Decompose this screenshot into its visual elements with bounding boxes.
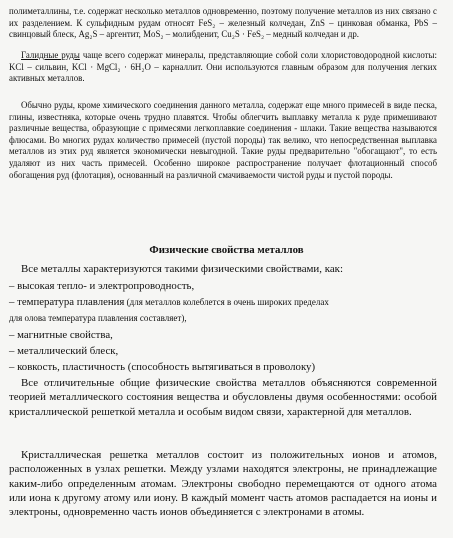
list-item-continuation	[9, 310, 439, 326]
ore-impurities-text: Обычно руды, кроме химического соединения данного металла, содержат еще много примесей в виде песка, глины, известняка, которые очень трудно плавятся. Чтобы облегчить выплавку металла к руде примешивают различные вещества, образующие с примесями легкоплавкие соединения - шлаки. Такие вещества называются флюсами. Во многих рудах количество примесей (пустой породы) так велико, что непосредственная выплавка металлов из этих руд является экономически невыгодной. Такие руды предварительно "обогащают", то есть удаляют из них часть примесей. Особенно широкое распространение получает флотационный способ обогащения руд (флотация), основанный на различной смачиваемости чистой руды и пустой породы.	[9, 100, 437, 180]
section-heading: Физические свойства металлов	[149, 244, 304, 256]
list-item	[9, 294, 439, 310]
crystal-lattice-paragraph	[9, 448, 437, 519]
halide-ores-term: Галидные руды	[21, 50, 80, 60]
properties-list	[9, 278, 439, 375]
list-intro-text: Все металлы характеризуются такими физическими свойствами, как:	[21, 263, 343, 275]
list-item-note: (для металлов колеблется в очень широких пределах	[124, 297, 329, 308]
list-item-text: – температура плавления	[9, 296, 125, 309]
list-item: – высокая тепло- и электропроводность,	[9, 280, 195, 292]
theory-text: Все отличительные общие физические свойства металлов объясняются современной теорией металлического состояния вещества и обусловлены двумя особенностями: особой кристаллической решеткой металла и особым видом связи, характерной для металлов.	[9, 377, 437, 418]
list-item: – металлический блеск,	[9, 344, 119, 357]
list-intro	[9, 262, 437, 276]
ore-impurities-paragraph	[9, 100, 437, 181]
list-item-note: для олова температура плавления составляет),	[9, 313, 187, 324]
halide-ores-paragraph	[9, 50, 437, 85]
halide-ores-text: чаще всего содержат минералы, представляющие собой соли хлористоводородной кислоты: KCl – сильвин, KCl · MgCl₂ · 6H₂O – карналлит. Они используются главным образом для получения легких активных металлов.	[9, 50, 437, 84]
sulfide-ores-paragraph: полиметаллины, т.е. содержат несколько металлов одновременно, поэтому получение металлов из них связано с их разделением. К сульфидным рудам относят FeS₂ – железный колчедан, ZnS – цинковая обманка, PbS – свинцовый блеск, Ag₂S – аргентит, MoS₂ – молибденит, Cu₂S · FeS₂ – медный колчедан и др.	[9, 6, 437, 40]
list-item: – ковкость, пластичность (способность вытягиваться в проволоку)	[9, 361, 316, 374]
crystal-lattice-text: Кристаллическая решетка металлов состоит из положительных ионов и атомов, расположенных в узлах решетки. Между узлами находятся электроны, не принадлежащие каким-либо определенным атомам. Электроны свободно перемещаются от одного атома или иона к другому атому или иону. В каждый момент часть атомов распадается на ионы и электроны, одновременно часть ионов объединяется с электронами в атомы.	[9, 449, 437, 519]
list-item: – магнитные свойства,	[9, 328, 113, 341]
theory-paragraph	[9, 376, 437, 419]
